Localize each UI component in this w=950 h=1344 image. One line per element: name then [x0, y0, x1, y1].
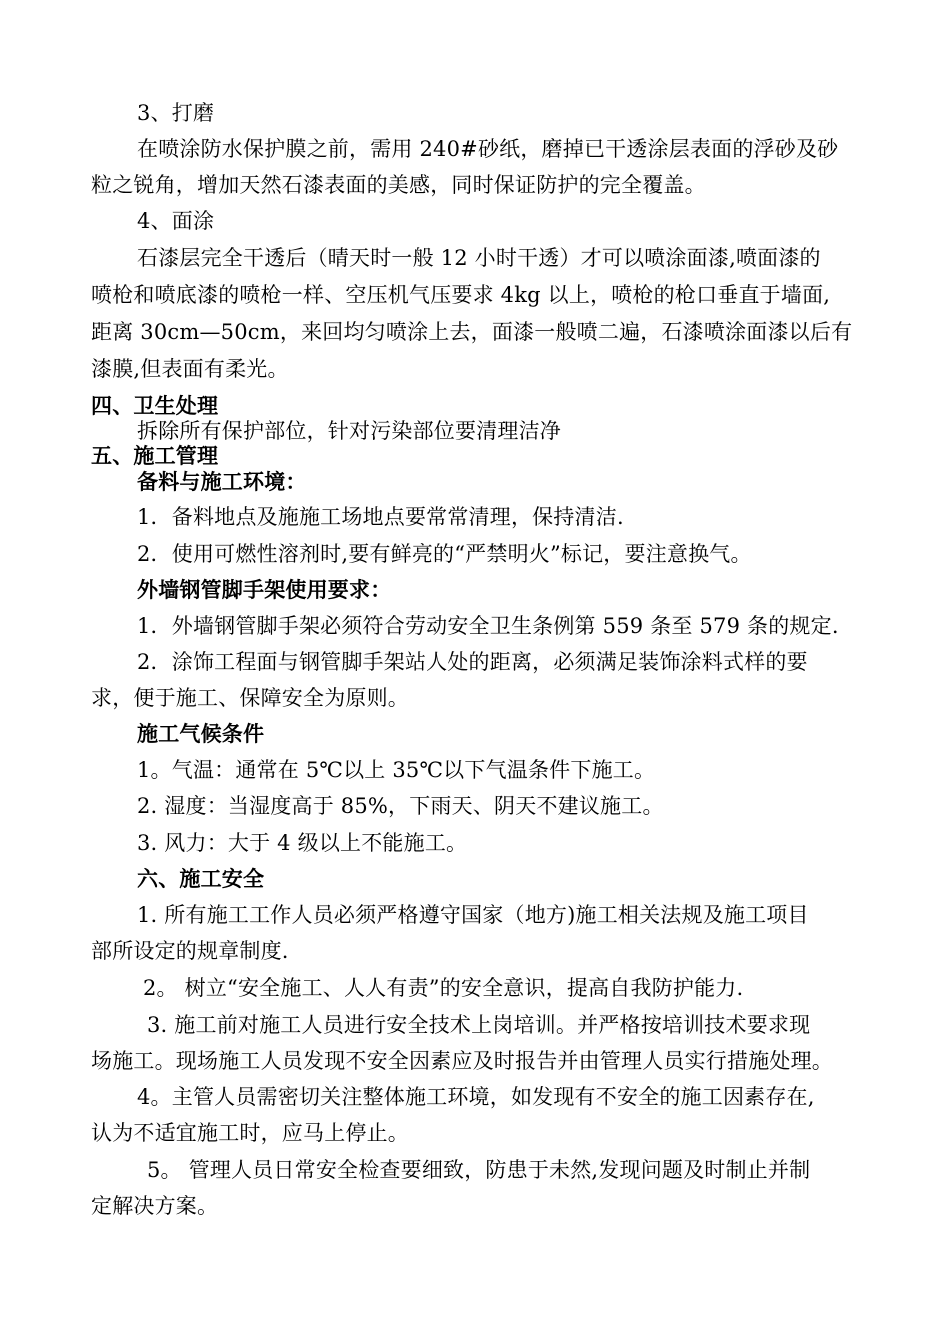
section-heading-management: 五、施工管理	[91, 444, 219, 468]
list-item: 2。 树立“安全施工、人人有责”的安全意识，提高自我防护能力.	[143, 976, 744, 1000]
list-item: 3. 施工前对施工人员进行安全技术上岗培训。并严格按培训技术要求现	[147, 1013, 811, 1037]
paragraph-line: 距离 30cm—50cm，来回均匀喷涂上去，面漆一般喷二遍，石漆喷涂面漆以后有	[91, 320, 853, 344]
paragraph-line: 在喷涂防水保护膜之前，需用 240#砂纸，磨掉已干透涂层表面的浮砂及砂	[137, 137, 839, 161]
list-item: 1．备料地点及施施工场地点要常常清理，保持清洁.	[137, 505, 624, 529]
subheading-climate: 施工气候条件	[137, 722, 265, 746]
list-item: 1．外墙钢管脚手架必须符合劳动安全卫生条例第 559 条至 579 条的规定.	[137, 614, 839, 638]
list-item: 2. 湿度：当湿度高于 85%，下雨天、阴天不建议施工。	[137, 794, 664, 818]
list-item-continued: 场施工。现场施工人员发现不安全因素应及时报告并由管理人员实行措施处理。	[91, 1049, 833, 1073]
list-item: 2．使用可燃性溶剂时,要有鲜亮的“严禁明火”标记，要注意换气。	[137, 542, 752, 566]
section-heading-safety: 六、施工安全	[137, 867, 265, 891]
list-item: 5。 管理人员日常安全检查要细致，防患于未然,发现问题及时制止并制	[147, 1158, 811, 1182]
step-heading-sanding: 3、打磨	[137, 101, 215, 125]
list-item-continued: 认为不适宜施工时，应马上停止。	[91, 1121, 409, 1145]
list-item-continued: 定解决方案。	[91, 1194, 219, 1218]
paragraph-line: 石漆层完全干透后（晴天时一般 12 小时干透）才可以喷涂面漆,喷面漆的	[137, 246, 821, 270]
list-item: 1. 所有施工工作人员必须严格遵守国家（地方)施工相关法规及施工项目	[137, 903, 809, 927]
section-heading-sanitation: 四、卫生处理	[91, 394, 219, 418]
list-item: 1。气温：通常在 5℃以上 35℃以下气温条件下施工。	[137, 758, 656, 782]
subheading-scaffold: 外墙钢管脚手架使用要求：	[137, 578, 392, 602]
paragraph-line: 拆除所有保护部位，针对污染部位要清理洁净	[137, 419, 561, 443]
paragraph-line: 粒之锐角，增加天然石漆表面的美感，同时保证防护的完全覆盖。	[91, 173, 706, 197]
subheading-materials: 备料与施工环境：	[137, 470, 307, 494]
paragraph-line: 漆膜,但表面有柔光。	[91, 357, 289, 381]
list-item-continued: 部所设定的规章制度.	[91, 939, 289, 963]
step-heading-topcoat: 4、面涂	[137, 209, 215, 233]
list-item-continued: 求，便于施工、保障安全为原则。	[91, 686, 409, 710]
list-item: 4。主管人员需密切关注整体施工环境，如发现有不安全的施工因素存在,	[137, 1085, 815, 1109]
list-item: 3. 风力：大于 4 级以上不能施工。	[137, 831, 468, 855]
paragraph-line: 喷枪和喷底漆的喷枪一样、空压机气压要求 4kg 以上，喷枪的枪口垂直于墙面,	[91, 283, 831, 307]
list-item: 2．涂饰工程面与钢管脚手架站人处的距离，必须满足装饰涂料式样的要	[137, 650, 808, 674]
